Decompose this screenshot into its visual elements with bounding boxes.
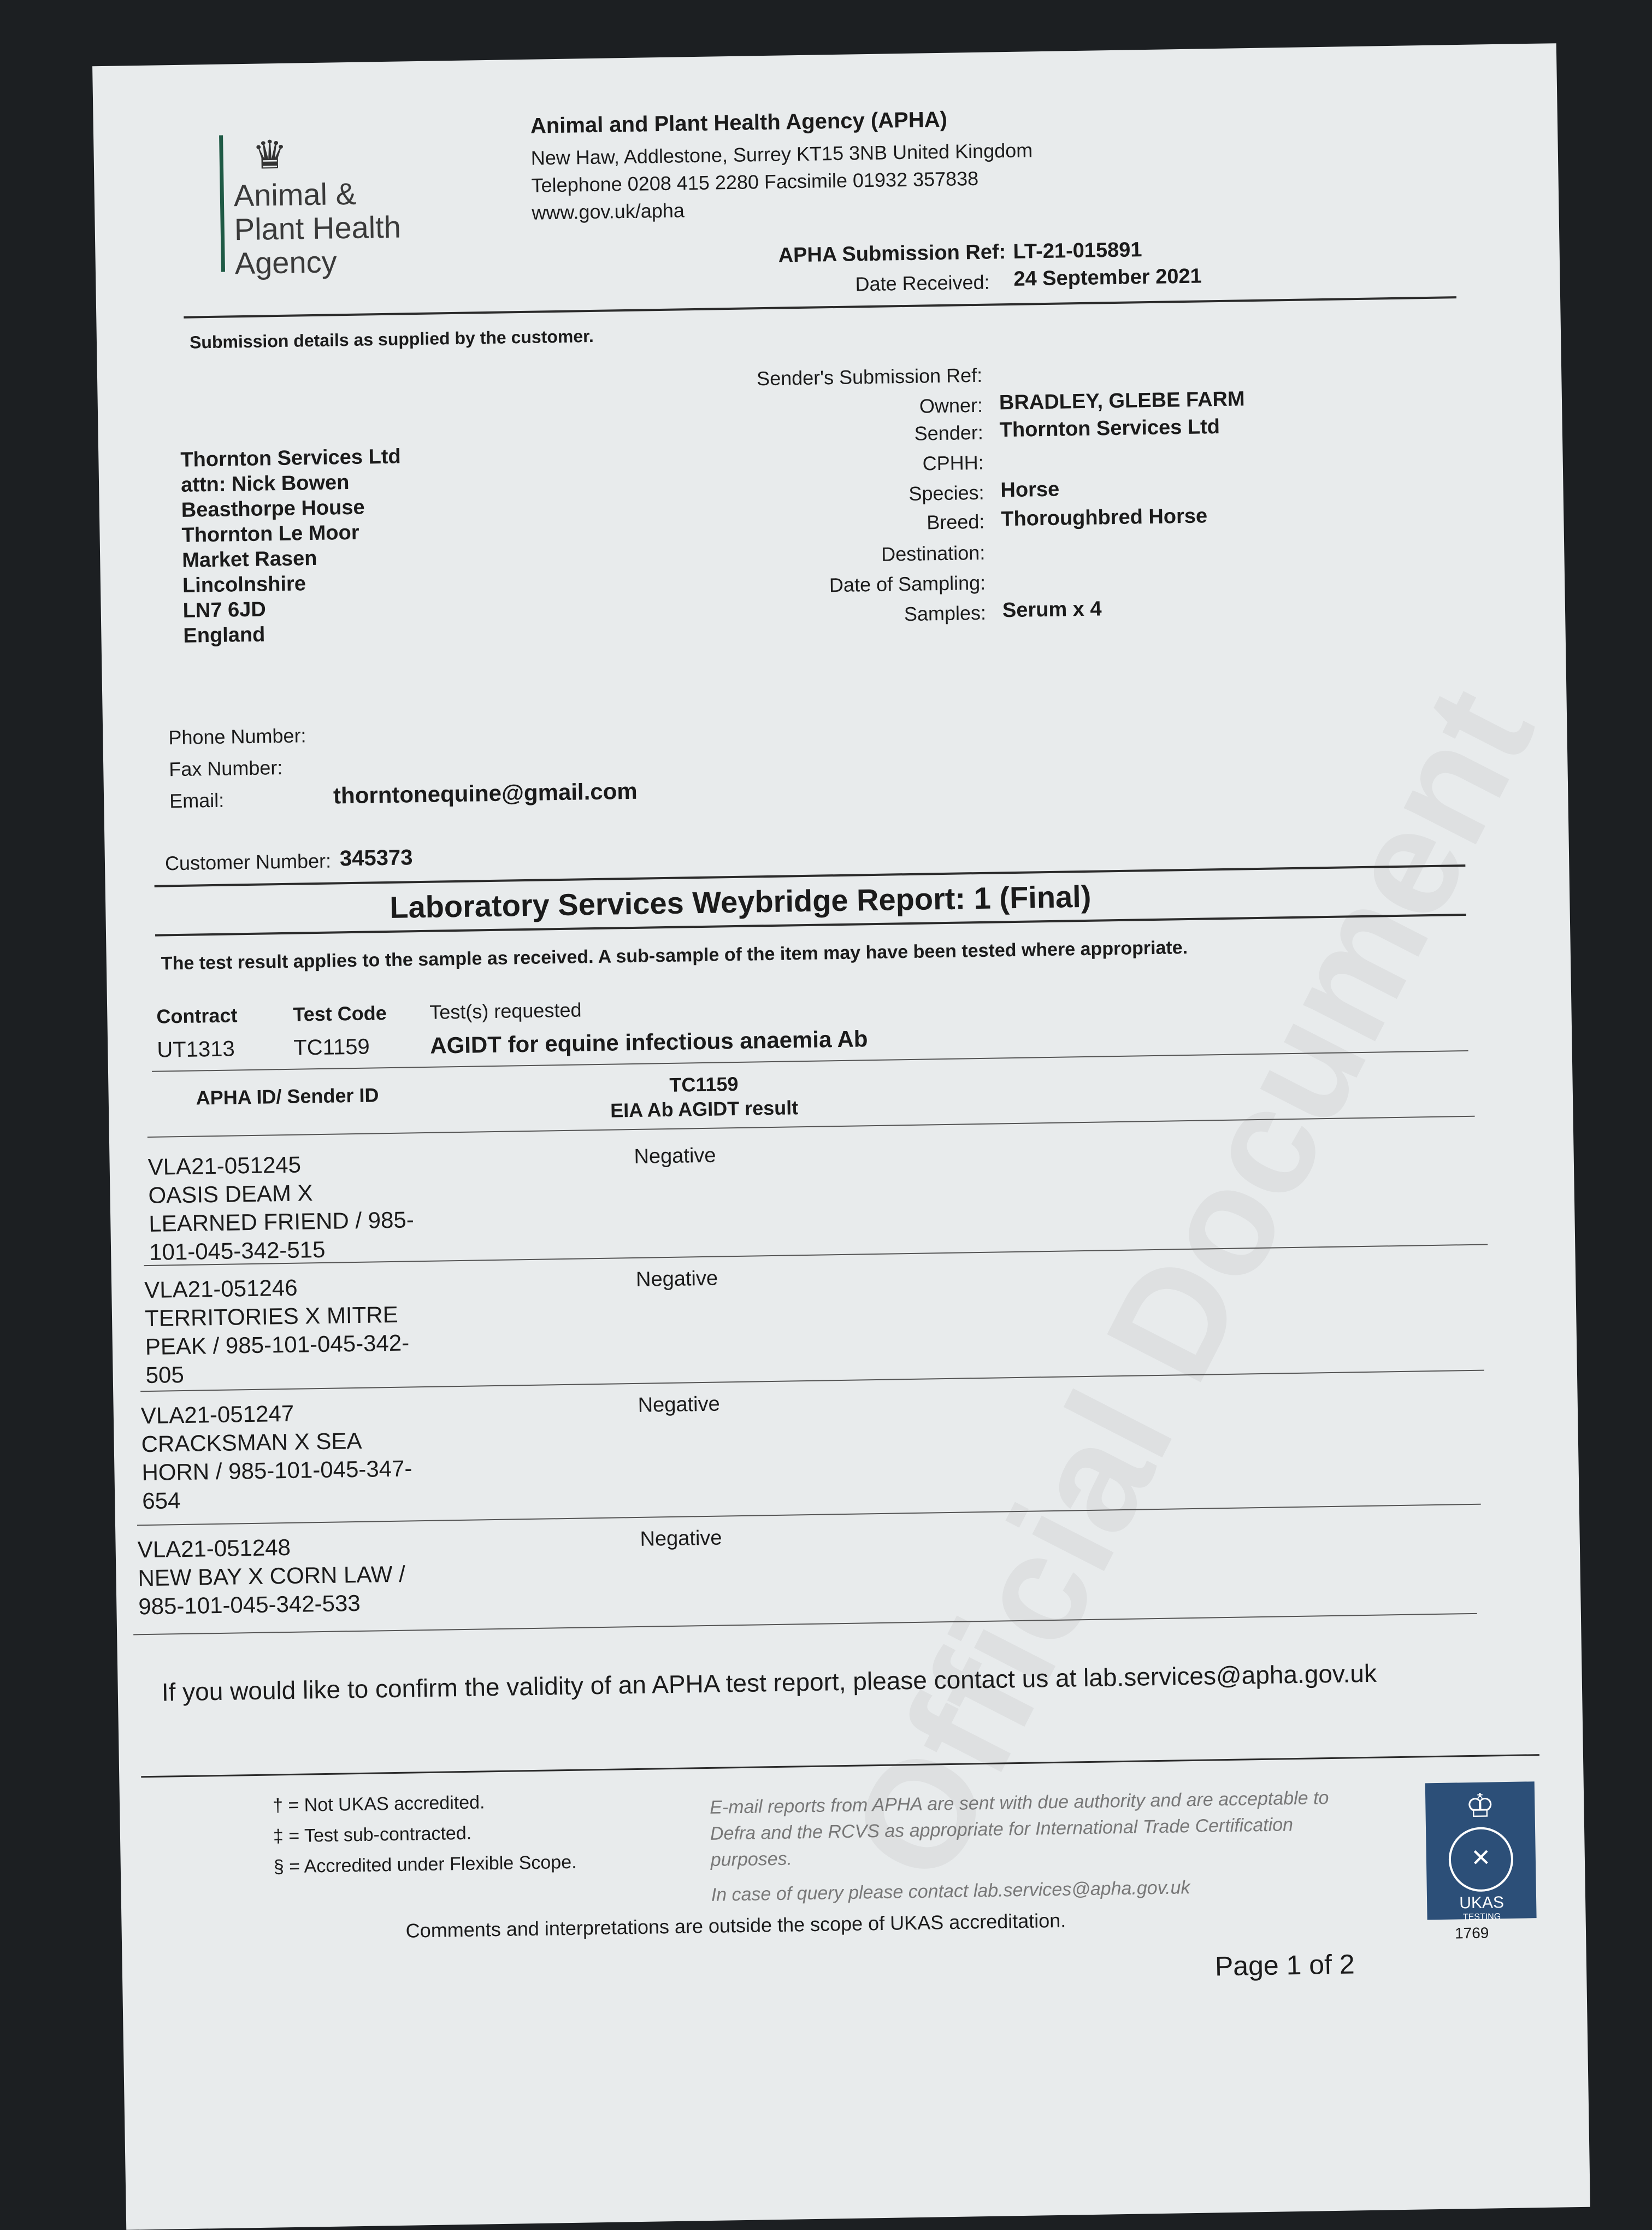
customer-email: thorntonequine@gmail.com bbox=[333, 778, 638, 809]
fax-label: Fax Number: bbox=[168, 756, 283, 781]
customer-address: Thornton Services Ltd attn: Nick Bowen Beasthorpe House Thornton Le Moor Market Rasen Lincolnshire LN7 6JD England bbox=[180, 445, 401, 648]
customer-number-label: Customer Number: bbox=[164, 849, 332, 875]
report-title: Laboratory Services Weybridge Report: 1 (Final) bbox=[389, 879, 1092, 925]
test-code-value: TC1159 bbox=[293, 1034, 370, 1060]
date-received-label: Date Received: bbox=[855, 270, 990, 296]
contract-value: UT1313 bbox=[157, 1037, 235, 1062]
id-column-header: APHA ID/ Sender ID bbox=[196, 1084, 379, 1109]
tests-requested-header: Test(s) requested bbox=[429, 998, 582, 1023]
field-label: Date of Sampling: bbox=[829, 571, 986, 597]
ukas-sub-label: TESTING bbox=[1462, 1912, 1501, 1922]
submission-ref-label: APHA Submission Ref: bbox=[778, 240, 1006, 267]
field-value: BRADLEY, GLEBE FARM bbox=[999, 387, 1245, 415]
ukas-label: UKAS bbox=[1459, 1893, 1504, 1913]
table-row-id: VLA21-051247 CRACKSMAN X SEA HORN / 985-101-045-347- 654 bbox=[140, 1400, 412, 1514]
header-rule bbox=[184, 296, 1456, 319]
email-label: Email: bbox=[169, 789, 225, 813]
customer-number: 345373 bbox=[339, 845, 413, 871]
footnote-flexible-scope: § = Accredited under Flexible Scope. bbox=[273, 1851, 577, 1878]
field-label: Sender: bbox=[914, 421, 984, 445]
result-column-name: EIA Ab AGIDT result bbox=[610, 1096, 799, 1122]
details-heading: Submission details as supplied by the customer. bbox=[189, 326, 594, 352]
footnote-not-accredited: † = Not UKAS accredited. bbox=[272, 1792, 485, 1816]
email-reports-note: E-mail reports from APHA are sent with due authority and are acceptable to Defra and the RCVS as appropriate for International Trade Certification purposes. bbox=[709, 1787, 1329, 1870]
field-value: Horse bbox=[1000, 478, 1060, 502]
ukas-logo bbox=[1425, 1781, 1537, 1920]
field-label: Destination: bbox=[881, 541, 986, 566]
agency-logo-text: Animal & Plant Health Agency bbox=[233, 176, 402, 281]
query-note: In case of query please contact lab.services@apha.gov.uk bbox=[711, 1877, 1190, 1905]
footnote-symbols bbox=[273, 1786, 577, 1882]
watermark-text bbox=[816, 662, 1568, 1907]
result-column-code: TC1159 bbox=[669, 1072, 739, 1096]
report-sheet bbox=[92, 43, 1590, 2230]
field-label: Breed: bbox=[926, 510, 985, 534]
table-row-id: VLA21-051248 NEW BAY X CORN LAW / 985-101-045-342-533 bbox=[137, 1534, 406, 1620]
table-row-result: Negative bbox=[638, 1392, 720, 1417]
date-received-value: 24 September 2021 bbox=[1013, 264, 1202, 291]
table-row-result: Negative bbox=[634, 1144, 716, 1168]
field-value: Thornton Services Ltd bbox=[999, 415, 1220, 442]
ukas-comments: Comments and interpretations are outside the scope of UKAS accreditation. bbox=[405, 1909, 1066, 1942]
page-number: Page 1 of 2 bbox=[1214, 1949, 1355, 1982]
agency-title: Animal and Plant Health Agency (APHA) bbox=[530, 107, 948, 138]
phone-label: Phone Number: bbox=[168, 724, 306, 749]
field-label: Sender's Submission Ref: bbox=[756, 363, 983, 390]
contract-header: Contract bbox=[156, 1004, 238, 1028]
report-note: The test result applies to the sample as received. A sub-sample of the item may have been tested where appropriate. bbox=[161, 937, 1188, 974]
crown-icon: ♔ bbox=[1465, 1787, 1495, 1825]
test-code-header: Test Code bbox=[293, 1002, 387, 1026]
royal-crest-icon: ♛ bbox=[252, 133, 288, 178]
footnote-subcontracted: ‡ = Test sub-contracted. bbox=[273, 1822, 472, 1847]
logo-divider bbox=[219, 136, 225, 272]
agency-address: New Haw, Addlestone, Surrey KT15 3NB United Kingdom bbox=[530, 139, 1033, 169]
field-label: Species: bbox=[908, 481, 984, 505]
field-label: Samples: bbox=[904, 601, 987, 626]
table-row-result: Negative bbox=[635, 1267, 718, 1291]
submission-ref-value: LT-21-015891 bbox=[1013, 238, 1142, 263]
ukas-number: 1769 bbox=[1454, 1924, 1489, 1942]
test-requested-value: AGIDT for equine infectious anaemia Ab bbox=[429, 1026, 868, 1058]
ukas-tick-icon: ✕ bbox=[1448, 1827, 1514, 1892]
field-label: Owner: bbox=[919, 393, 983, 417]
field-value: Thoroughbred Horse bbox=[1000, 504, 1208, 531]
table-row-result: Negative bbox=[640, 1526, 722, 1551]
field-label: CPHH: bbox=[922, 451, 984, 475]
field-value: Serum x 4 bbox=[1002, 597, 1102, 622]
table-row-id: VLA21-051246 TERRITORIES X MITRE PEAK / 985-101-045-342- 505 bbox=[144, 1274, 410, 1388]
table-row-id: VLA21-051245 OASIS DEAM X LEARNED FRIEND / 985- 101-045-342-515 bbox=[148, 1151, 415, 1265]
agency-phone: Telephone 0208 415 2280 Facsimile 01932 357838 bbox=[531, 167, 979, 197]
footer-rule bbox=[141, 1754, 1539, 1778]
agency-website: www.gov.uk/apha bbox=[532, 199, 685, 224]
confirm-text: If you would like to confirm the validity of an APHA test report, please contact us at lab.services@apha.gov.uk bbox=[161, 1658, 1377, 1707]
